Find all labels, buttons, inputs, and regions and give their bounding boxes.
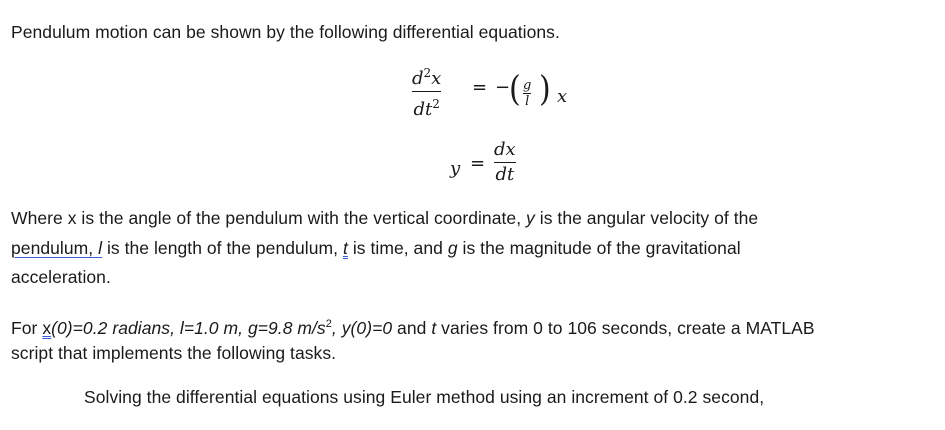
equation2-lhs: y — [450, 158, 461, 179]
equation1-inner-fraction — [523, 79, 531, 108]
task-line-1: For x(0)=0.2 radians, l=1.0 m, g=9.8 $m/s^2$, y(0)=0 and t varies from 0 to 106 seconds, create a MATLAB — [11, 318, 815, 338]
equation1-left-paren: ( — [509, 69, 521, 110]
intro-text: Pendulum motion can be shown by the following differential equations. — [11, 22, 560, 42]
equation1-inner-denominator: l — [525, 94, 530, 110]
equation1-rhs-variable: x — [557, 86, 568, 107]
equation1-lhs-fraction — [412, 62, 441, 121]
equation1-lhs-numerator: $d^2x$ — [412, 66, 442, 89]
equation1-inner-numerator: g — [523, 78, 532, 93]
equation2-denominator: dt — [495, 164, 515, 186]
definitions-line-2: pendulum, l is the length of the pendulum, t is time, and g is the magnitude of the gravitational — [11, 238, 741, 258]
definitions-line-1: Where x is the angle of the pendulum with the vertical coordinate, y is the angular velocity of the — [11, 208, 759, 228]
equation2-fraction — [494, 139, 516, 186]
equation1-right-paren: ) — [539, 69, 551, 110]
equation1-lhs-denominator: $dt^2$ — [413, 97, 440, 121]
equation1-minus: − — [495, 77, 511, 98]
equation2-numerator: dx — [494, 139, 516, 160]
equation1-equals: = — [472, 77, 488, 98]
fraction-bar — [412, 91, 441, 92]
step-text: Solving the differential equations using Euler method using an increment of 0.2 second, — [84, 387, 765, 407]
task-line-2: script that implements the following tasks. — [11, 343, 337, 363]
definitions-line-3: acceleration. — [11, 267, 111, 287]
fraction-bar — [494, 162, 516, 163]
equation2-equals: = — [470, 153, 486, 174]
